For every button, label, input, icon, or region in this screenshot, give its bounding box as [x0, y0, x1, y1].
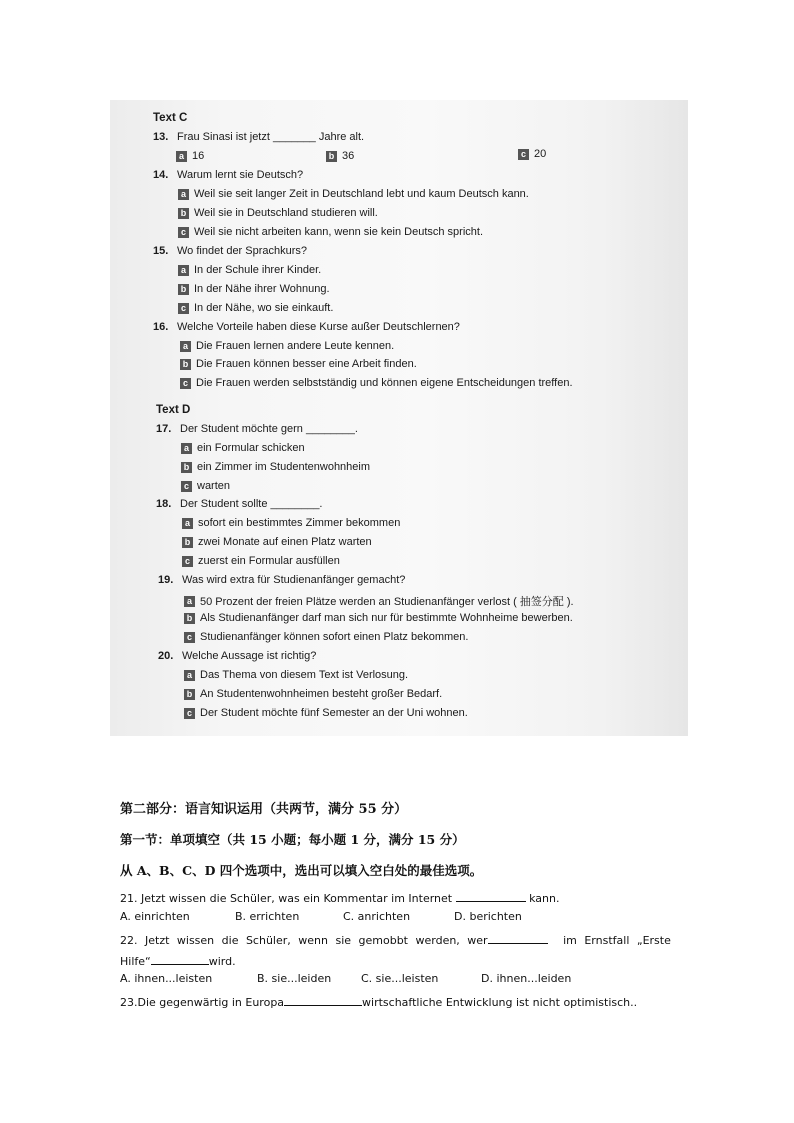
option-16a: a Die Frauen lernen andere Leute kennen. [180, 340, 394, 352]
option-20c: c Der Student möchte fünf Semester an der Uni wohnen. [184, 707, 468, 719]
answer-blank [151, 952, 209, 965]
option-14c: c Weil sie nicht arbeiten kann, wenn sie kein Deutsch spricht. [178, 226, 483, 238]
option-20a: a Das Thema von diesem Text ist Verlosung. [184, 669, 408, 681]
question-15: 15. Wo findet der Sprachkurs? [153, 245, 308, 257]
instruction: 从 A、B、C、D 四个选项中，选出可以填入空白处的最佳选项。 [120, 863, 483, 878]
option-15c: c In der Nähe, wo sie einkauft. [178, 302, 333, 314]
answer-blank [488, 931, 548, 944]
option-15b: b In der Nähe ihrer Wohnung. [178, 283, 330, 295]
question-18: 18. Der Student sollte ________. [156, 498, 323, 510]
option-17c: c warten [181, 480, 230, 492]
option-18a: a sofort ein bestimmtes Zimmer bekommen [182, 517, 400, 529]
option-21b: B. errichten [235, 910, 300, 923]
option-19b: b Als Studienanfänger darf man sich nur für bestimmte Wohnheime bewerben. [184, 612, 573, 624]
option-14a: a Weil sie seit langer Zeit in Deutschland lebt und kaum Deutsch kann. [178, 188, 529, 200]
option-21d: D. berichten [454, 910, 522, 923]
option-18b: b zwei Monate auf einen Platz warten [182, 536, 372, 548]
option-22d: D. ihnen...leiden [481, 972, 572, 985]
text-d-heading: Text D [156, 404, 191, 416]
option-17a: a ein Formular schicken [181, 442, 305, 454]
option-22c: C. sie...leisten [361, 972, 439, 985]
question-23: 23.Die gegenwärtig in Europa wirtschaftliche Entwicklung ist nicht optimistisch.. [120, 993, 637, 1009]
option-22a: A. ihnen...leisten [120, 972, 213, 985]
option-20b: b An Studentenwohnheimen besteht großer Bedarf. [184, 688, 442, 700]
option-13c: c 20 [518, 148, 546, 160]
question-13: 13. Frau Sinasi ist jetzt _______ Jahre alt. [153, 131, 365, 143]
question-22-line2: Hilfe“ wird. [120, 952, 236, 968]
text-c-heading: Text C [153, 112, 188, 124]
question-21: 21. Jetzt wissen die Schüler, was ein Kommentar im Internet kann. [120, 889, 559, 905]
option-15a: a In der Schule ihrer Kinder. [178, 264, 321, 276]
option-17b: b ein Zimmer im Studentenwohnheim [181, 461, 370, 473]
bleed-through-text-left [110, 100, 155, 730]
option-14b: b Weil sie in Deutschland studieren will. [178, 207, 378, 219]
section1-title: 第一节：单项填空（共 15 小题；每小题 1 分，满分 15 分） [120, 832, 465, 847]
answer-blank [284, 993, 362, 1006]
option-21a: A. einrichten [120, 910, 190, 923]
question-17: 17. Der Student möchte gern ________. [156, 423, 358, 435]
option-19c: c Studienanfänger können sofort einen Platz bekommen. [184, 631, 468, 643]
question-22-line1: 22. Jetzt wissen die Schüler, wenn sie gemobbt werden, wer im Ernstfall „Erste [120, 931, 671, 947]
question-21-options [120, 910, 522, 923]
question-22-options [120, 972, 571, 985]
scanned-exam-photo [110, 100, 688, 736]
question-16: 16. Welche Vorteile haben diese Kurse außer Deutschlernen? [153, 321, 460, 333]
answer-blank [456, 889, 526, 902]
option-21c: C. anrichten [343, 910, 411, 923]
option-13b: b 36 [326, 150, 354, 162]
question-20: 20. Welche Aussage ist richtig? [158, 650, 317, 662]
option-19a: a 50 Prozent der freien Plätze werden an Studienanfänger verlost ( 抽签分配 ). [184, 593, 574, 609]
option-13a: a 16 [176, 150, 204, 162]
option-16b: b Die Frauen können besser eine Arbeit finden. [180, 358, 417, 370]
question-14: 14. Warum lernt sie Deutsch? [153, 169, 304, 181]
part2-title: 第二部分：语言知识运用（共两节，满分 55 分） [120, 802, 408, 817]
option-18c: c zuerst ein Formular ausfüllen [182, 555, 340, 567]
option-22b: B. sie...leiden [257, 972, 332, 985]
option-16c: c Die Frauen werden selbstständig und können eigene Entscheidungen treffen. [180, 377, 573, 389]
question-19: 19. Was wird extra für Studienanfänger gemacht? [158, 574, 406, 586]
